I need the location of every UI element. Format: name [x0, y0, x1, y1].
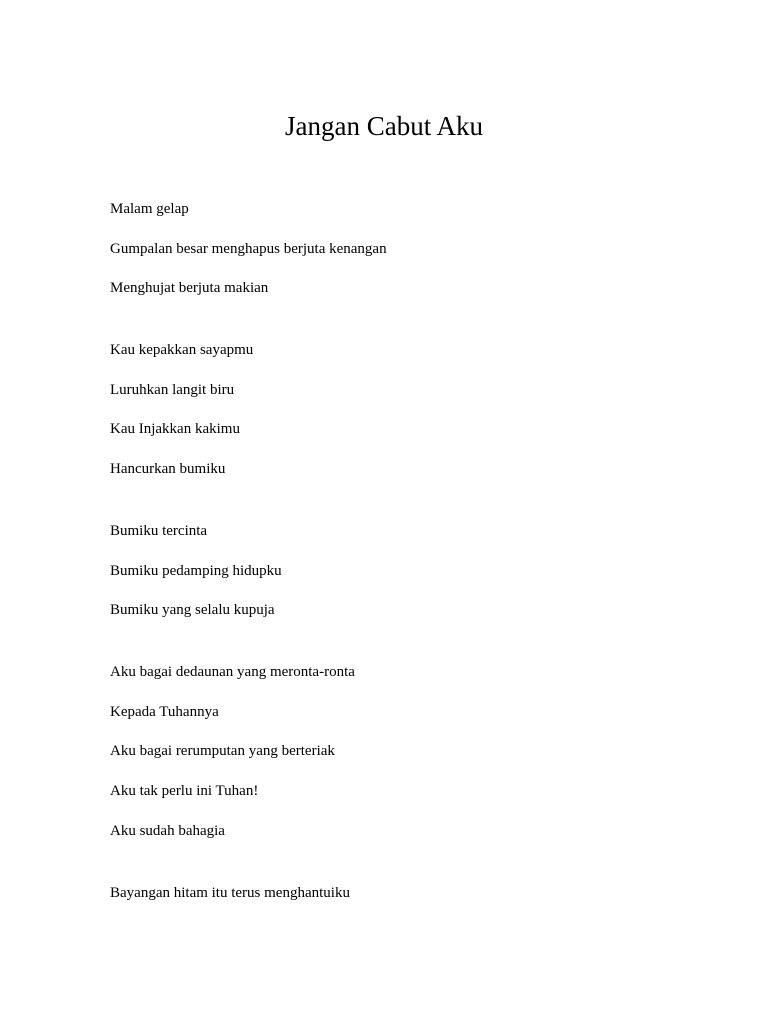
poem-line: Aku tak perlu ini Tuhan!: [110, 782, 259, 799]
poem-line: Luruhkan langit biru: [110, 381, 235, 398]
stanza-4: [110, 661, 710, 841]
poem-line: Malam gelap: [110, 201, 189, 217]
stanza-5: [110, 882, 710, 904]
stanza-1: [110, 198, 710, 299]
poem-line: Bumiku tercinta: [110, 522, 208, 539]
poem-line: Bumiku pedamping hidupku: [110, 562, 282, 579]
poem-line: Aku sudah bahagia: [110, 822, 225, 839]
poem-line: Bayangan hitam itu terus menghantuiku: [110, 884, 350, 901]
poem-line: Menghujat berjuta makian: [110, 280, 269, 297]
poem-line: Aku bagai rerumputan yang berteriak: [110, 743, 335, 760]
poem-body: [110, 198, 710, 944]
poem-line: Hancurkan bumiku: [110, 460, 226, 477]
poem-line: Kau Injakkan kakimu: [110, 421, 240, 438]
poem-title: Jangan Cabut Aku: [285, 111, 483, 141]
stanza-3: [110, 520, 710, 621]
poem-line: Gumpalan besar menghapus berjuta kenangan: [110, 240, 387, 257]
poem-line: Kepada Tuhannya: [110, 703, 219, 720]
stanza-2: [110, 339, 710, 480]
poem-line: Bumiku yang selalu kupuja: [110, 602, 275, 619]
poem-line: Kau kepakkan sayapmu: [110, 342, 254, 359]
poem-line: Aku bagai dedaunan yang meronta-ronta: [110, 664, 355, 681]
